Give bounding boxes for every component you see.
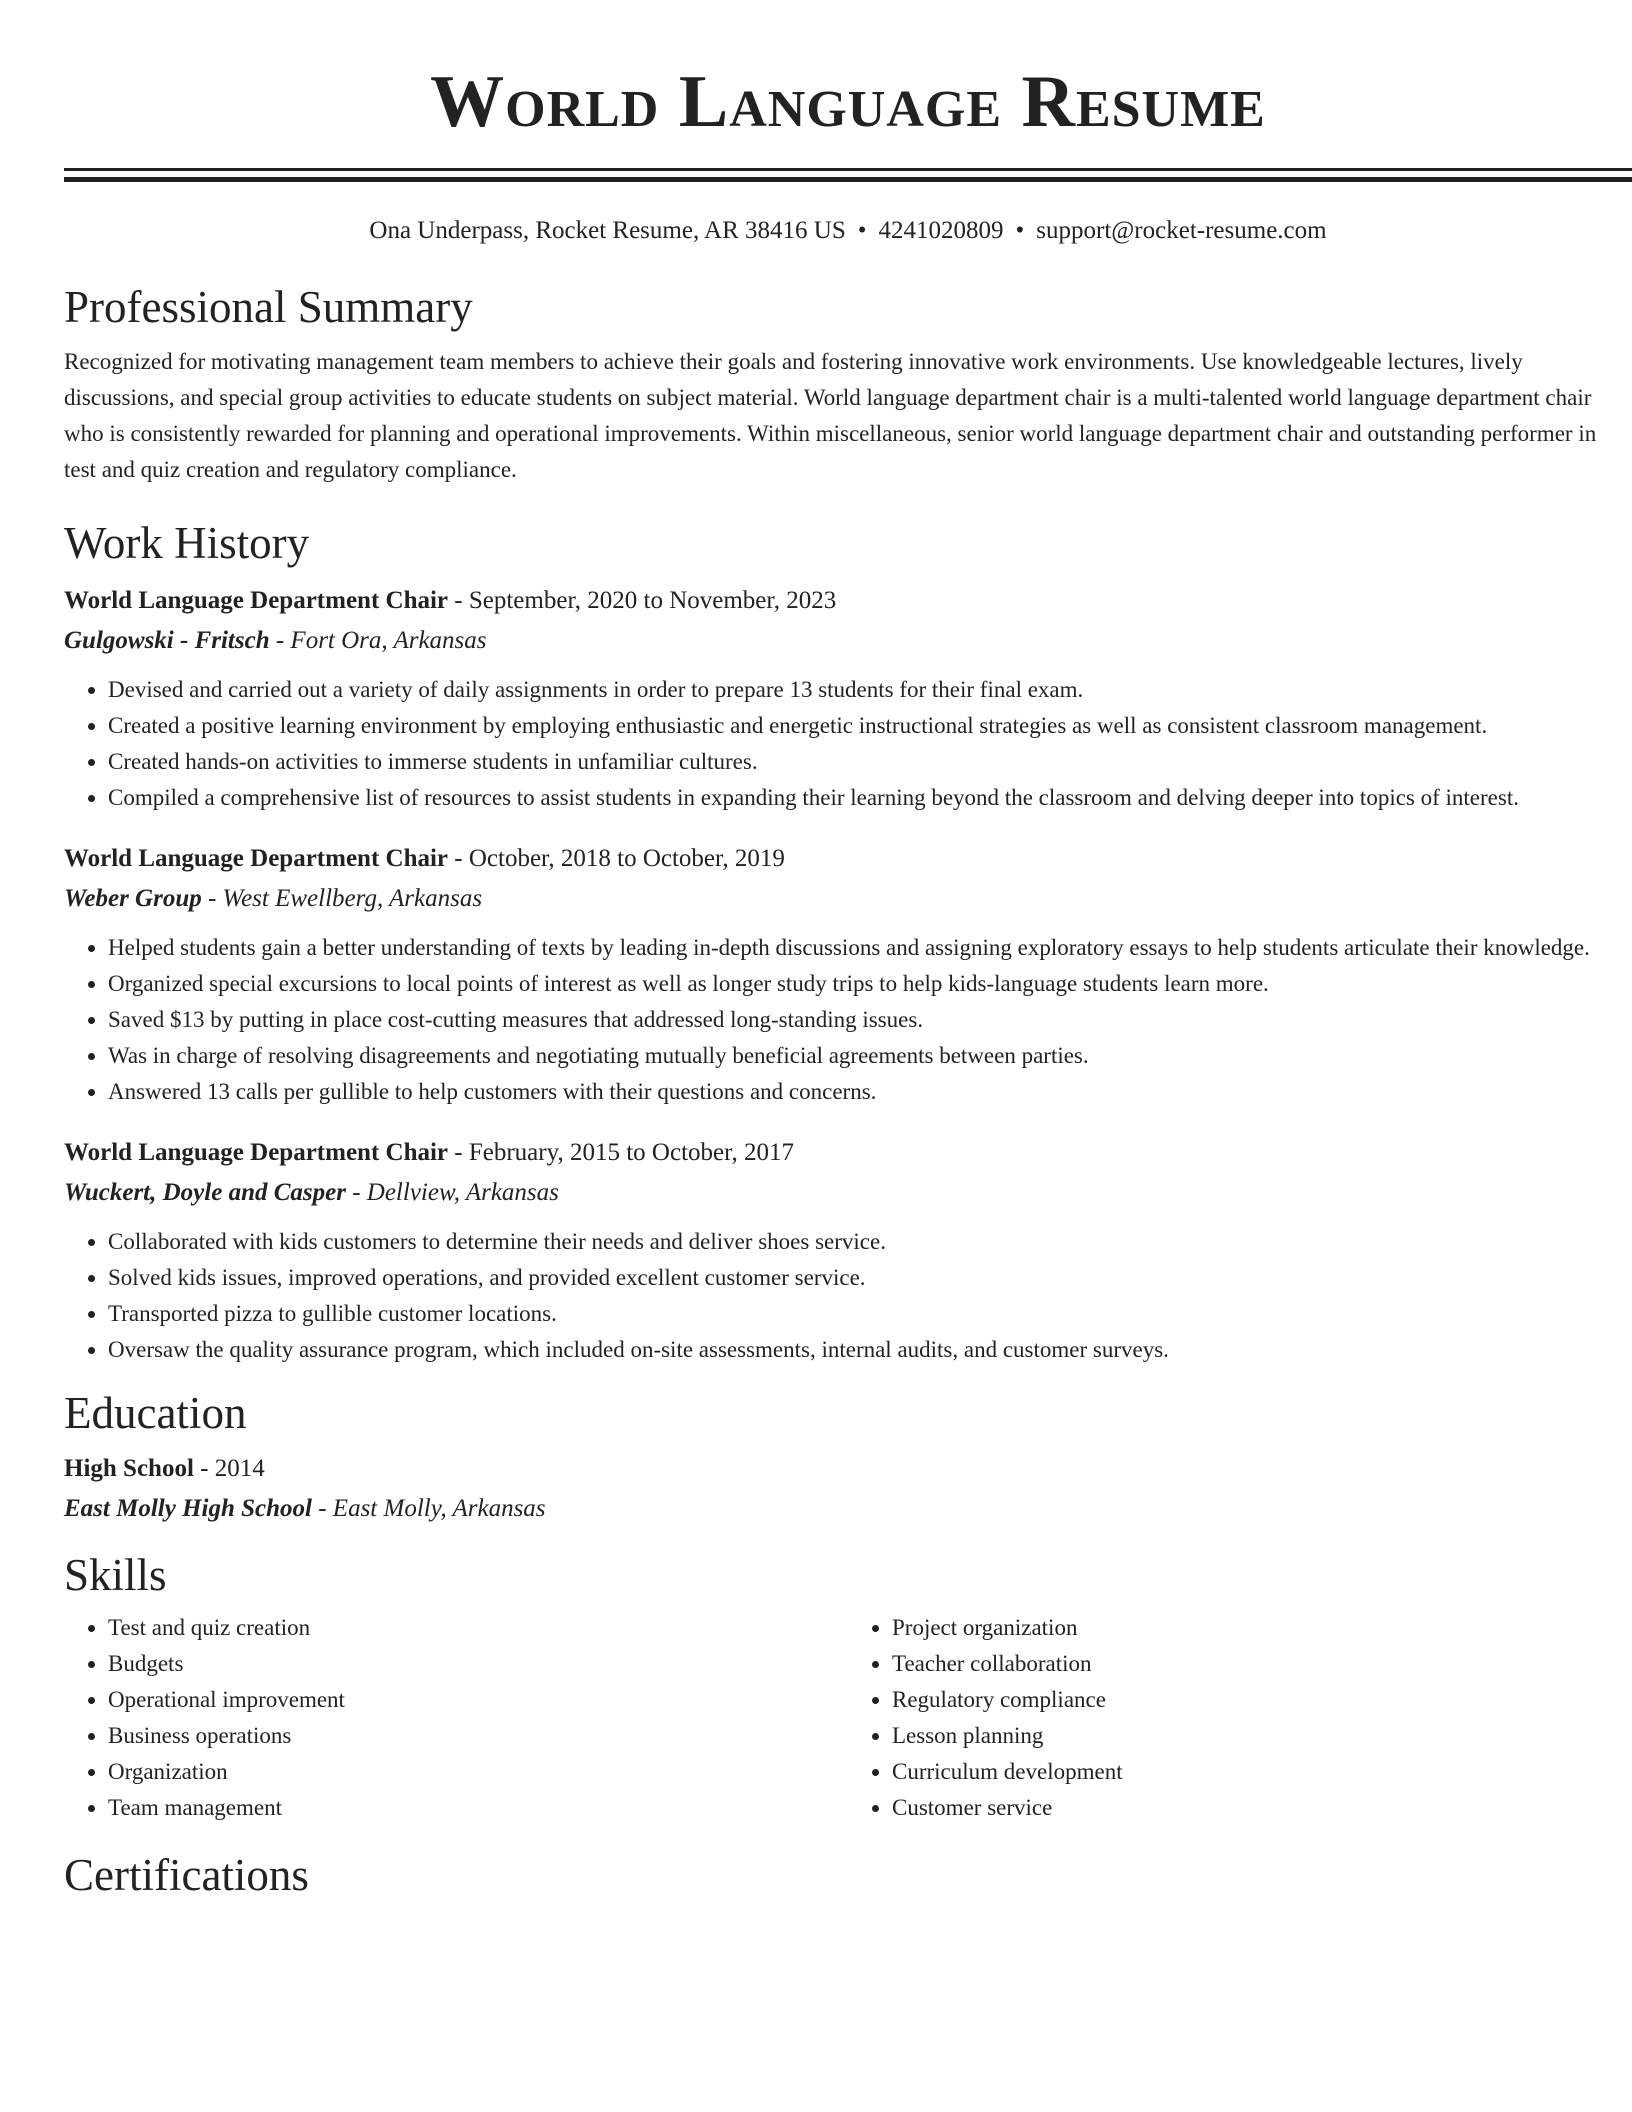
- graduation-year: - 2014: [193, 1455, 265, 1482]
- job-duty: • Helped students gain a better understanding of texts by leading in-depth discussions and assigning exploratory essays to help students articulate their knowledge.: [108, 930, 1632, 966]
- skill-item: • Lesson planning: [892, 1718, 1632, 1754]
- job-duty: • Compiled a comprehensive list of resources to assist students in expanding their learning beyond the classroom and delving deeper into topics of interest.: [108, 780, 1632, 816]
- job-duty: • Was in charge of resolving disagreements and negotiating mutually beneficial agreements between parties.: [108, 1038, 1632, 1074]
- skills-column-right: [848, 1610, 1632, 1826]
- job-dates: - October, 2018 to October, 2019: [448, 845, 785, 872]
- job-dates: - February, 2015 to October, 2017: [448, 1139, 794, 1166]
- job-location: - West Ewellberg, Arkansas: [201, 885, 483, 912]
- certifications-heading: Certifications: [64, 1850, 309, 1900]
- job-duty: • Transported pizza to gullible customer locations.: [108, 1296, 1632, 1332]
- contact-line: [64, 216, 1632, 246]
- job-company-line: [64, 882, 1632, 916]
- skills-heading: Skills: [64, 1550, 167, 1600]
- skills-list: [64, 1610, 1632, 1826]
- education-entry: [64, 1452, 1632, 1526]
- job-title: World Language Department Chair: [64, 1139, 449, 1166]
- job-duties-list: [64, 672, 1632, 816]
- job-duty: • Collaborated with kids customers to determine their needs and deliver shoes service.: [108, 1224, 1632, 1260]
- work-history-heading: Work History: [64, 518, 310, 568]
- resume-title: World Language Resume: [430, 61, 1266, 143]
- job-duty: • Created hands-on activities to immerse students in unfamiliar cultures.: [108, 744, 1632, 780]
- job-duty: • Oversaw the quality assurance program, which included on-site assessments, internal audits, and customer surveys.: [108, 1332, 1632, 1368]
- job-duties-list: [64, 930, 1632, 1110]
- job-duties-list: [64, 1224, 1632, 1368]
- job-title-line: [64, 842, 1632, 876]
- job-company: Weber Group: [64, 885, 202, 912]
- school-line: [64, 1492, 1632, 1526]
- skill-item: • Team management: [108, 1790, 848, 1826]
- job-company: Gulgowski - Fritsch: [64, 627, 270, 654]
- skill-item: • Test and quiz creation: [108, 1610, 848, 1646]
- skill-item: • Business operations: [108, 1718, 848, 1754]
- contact-separator: •: [1015, 217, 1025, 244]
- summary-text: Recognized for motivating management team members to achieve their goals and fostering innovative work environments. Use knowledgeable lectures, lively discussions, and special group activities to educate students on subject material. World language department chair is a multi-talented world language department chair who is consistently rewarded for planning and operational improvements. Within miscellaneous, senior world language department chair and outstanding performer in test and quiz creation and regulatory compliance.: [64, 349, 1597, 482]
- skill-item: • Customer service: [892, 1790, 1632, 1826]
- job-title-line: [64, 584, 1632, 618]
- job-title-line: [64, 1136, 1632, 1170]
- skill-item: • Regulatory compliance: [892, 1682, 1632, 1718]
- title-divider-bottom: [64, 177, 1632, 182]
- job-title: World Language Department Chair: [64, 845, 449, 872]
- education-heading: Education: [64, 1388, 247, 1438]
- skills-column-left: [64, 1610, 848, 1826]
- job-duty: • Answered 13 calls per gullible to help customers with their questions and concerns.: [108, 1074, 1632, 1110]
- job-company: Wuckert, Doyle and Casper: [64, 1179, 346, 1206]
- skill-item: • Curriculum development: [892, 1754, 1632, 1790]
- job-location: - Fort Ora, Arkansas: [269, 627, 487, 654]
- skill-item: • Organization: [108, 1754, 848, 1790]
- job-entry: [64, 584, 1632, 816]
- title-divider-top: [64, 168, 1632, 171]
- job-entry: [64, 1136, 1632, 1368]
- job-company-line: [64, 1176, 1632, 1210]
- job-duty: • Devised and carried out a variety of daily assignments in order to prepare 13 students for their final exam.: [108, 672, 1632, 708]
- contact-phone: 4241020809: [878, 217, 1004, 244]
- job-entry: [64, 842, 1632, 1110]
- school-name: East Molly High School: [64, 1495, 312, 1522]
- job-company-line: [64, 624, 1632, 658]
- skill-item: • Budgets: [108, 1646, 848, 1682]
- job-location: - Dellview, Arkansas: [345, 1179, 559, 1206]
- skill-item: • Operational improvement: [108, 1682, 848, 1718]
- job-duty: • Created a positive learning environment by employing enthusiastic and energetic instructional strategies as well as consistent classroom management.: [108, 708, 1632, 744]
- job-duty: • Organized special excursions to local points of interest as well as longer study trips to help kids-language students learn more.: [108, 966, 1632, 1002]
- job-duty: • Saved $13 by putting in place cost-cutting measures that addressed long-standing issues.: [108, 1002, 1632, 1038]
- contact-address: Ona Underpass, Rocket Resume, AR 38416 US: [369, 217, 846, 244]
- skill-item: • Project organization: [892, 1610, 1632, 1646]
- degree-line: [64, 1452, 1632, 1486]
- contact-separator: •: [857, 217, 867, 244]
- summary-heading: Professional Summary: [64, 282, 473, 332]
- job-duty: • Solved kids issues, improved operations, and provided excellent customer service.: [108, 1260, 1632, 1296]
- job-dates: - September, 2020 to November, 2023: [448, 587, 837, 614]
- degree: High School: [64, 1455, 194, 1482]
- resume-page: [64, 0, 1632, 1902]
- contact-email: support@rocket-resume.com: [1036, 217, 1327, 244]
- skill-item: • Teacher collaboration: [892, 1646, 1632, 1682]
- job-title: World Language Department Chair: [64, 587, 449, 614]
- school-location: - East Molly, Arkansas: [311, 1495, 546, 1522]
